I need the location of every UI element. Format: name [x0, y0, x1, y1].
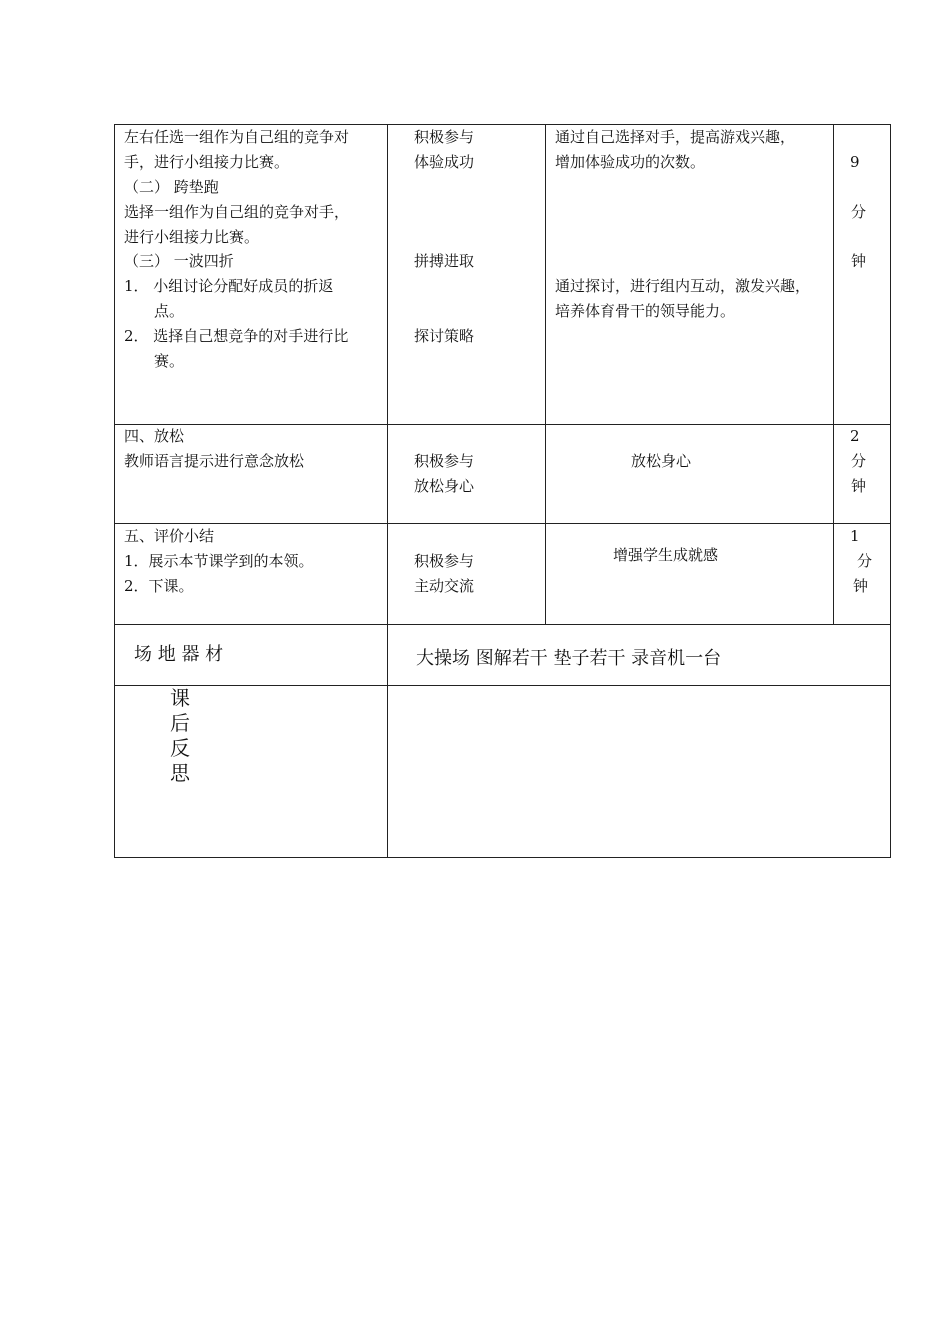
- duration-text: 1: [850, 527, 860, 545]
- relax-content-line: 教师语言提示进行意念放松: [124, 452, 305, 470]
- student-goal-text: 探讨策略: [414, 327, 475, 345]
- design-intent-text: 放松身心: [631, 452, 692, 470]
- activity-content-line: 赛。: [154, 352, 185, 370]
- student-goal-text: 放松身心: [414, 477, 475, 495]
- duration-text: 9: [850, 153, 860, 171]
- row-divider: [114, 624, 891, 625]
- activity-content-line: 左右任选一组作为自己组的竞争对: [124, 128, 350, 146]
- relax-content-line: 四、放松: [124, 427, 185, 445]
- design-intent-text: 增加体验成功的次数。: [555, 153, 706, 171]
- activity-content-line: 选择一组作为自己组的竞争对手，: [124, 203, 350, 221]
- reflection-label-char: 反: [170, 736, 190, 760]
- duration-text: 钟: [851, 252, 867, 270]
- duration-text: 钟: [853, 577, 869, 595]
- activity-content-line: 1． 小组讨论分配好成员的折返: [124, 277, 334, 295]
- duration-text: 钟: [851, 477, 867, 495]
- table-border-bottom: [114, 857, 891, 858]
- reflection-label-char: 课: [170, 686, 190, 710]
- column-divider: [545, 124, 546, 625]
- summary-content-line: 五、评价小结: [124, 527, 215, 545]
- summary-content-line: 1．展示本节课学到的本领。: [124, 552, 314, 570]
- summary-content-line: 2．下课。: [124, 577, 194, 595]
- row-divider: [114, 685, 891, 686]
- student-goal-text: 主动交流: [414, 577, 475, 595]
- reflection-label-char: 思: [170, 761, 190, 785]
- activity-content-line: 手，进行小组接力比赛。: [124, 153, 290, 171]
- student-goal-text: 积极参与: [414, 128, 475, 146]
- student-goal-text: 积极参与: [414, 452, 475, 470]
- student-goal-text: 拼搏进取: [414, 252, 475, 270]
- activity-content-line: （三） 一波四折: [124, 252, 234, 270]
- activity-content-line: 进行小组接力比赛。: [124, 228, 260, 246]
- row-divider: [114, 424, 891, 425]
- table-border-left: [114, 124, 115, 858]
- column-divider: [833, 124, 834, 625]
- activity-content-line: 点。: [154, 302, 185, 320]
- column-divider: [387, 124, 388, 858]
- student-goal-text: 积极参与: [414, 552, 475, 570]
- activity-content-line: 2． 选择自己想竞争的对手进行比: [124, 327, 349, 345]
- duration-text: 分: [857, 552, 873, 570]
- duration-text: 分: [851, 203, 867, 221]
- design-intent-text: 通过探讨，进行组内互动，激发兴趣，: [555, 277, 811, 295]
- equipment-label: 场 地 器 材: [134, 644, 224, 665]
- activity-content-line: （二） 跨垫跑: [124, 178, 219, 196]
- reflection-label-char: 后: [170, 711, 190, 735]
- design-intent-text: 通过自己选择对手，提高游戏兴趣，: [555, 128, 796, 146]
- duration-text: 分: [851, 452, 867, 470]
- duration-text: 2: [850, 427, 860, 445]
- table-border-right: [890, 124, 891, 858]
- row-divider: [114, 523, 891, 524]
- equipment-value: 大操场 图解若干 垫子若干 录音机一台: [416, 648, 722, 669]
- student-goal-text: 体验成功: [414, 153, 475, 171]
- design-intent-text: 培养体育骨干的领导能力。: [555, 302, 736, 320]
- design-intent-text: 增强学生成就感: [613, 546, 719, 564]
